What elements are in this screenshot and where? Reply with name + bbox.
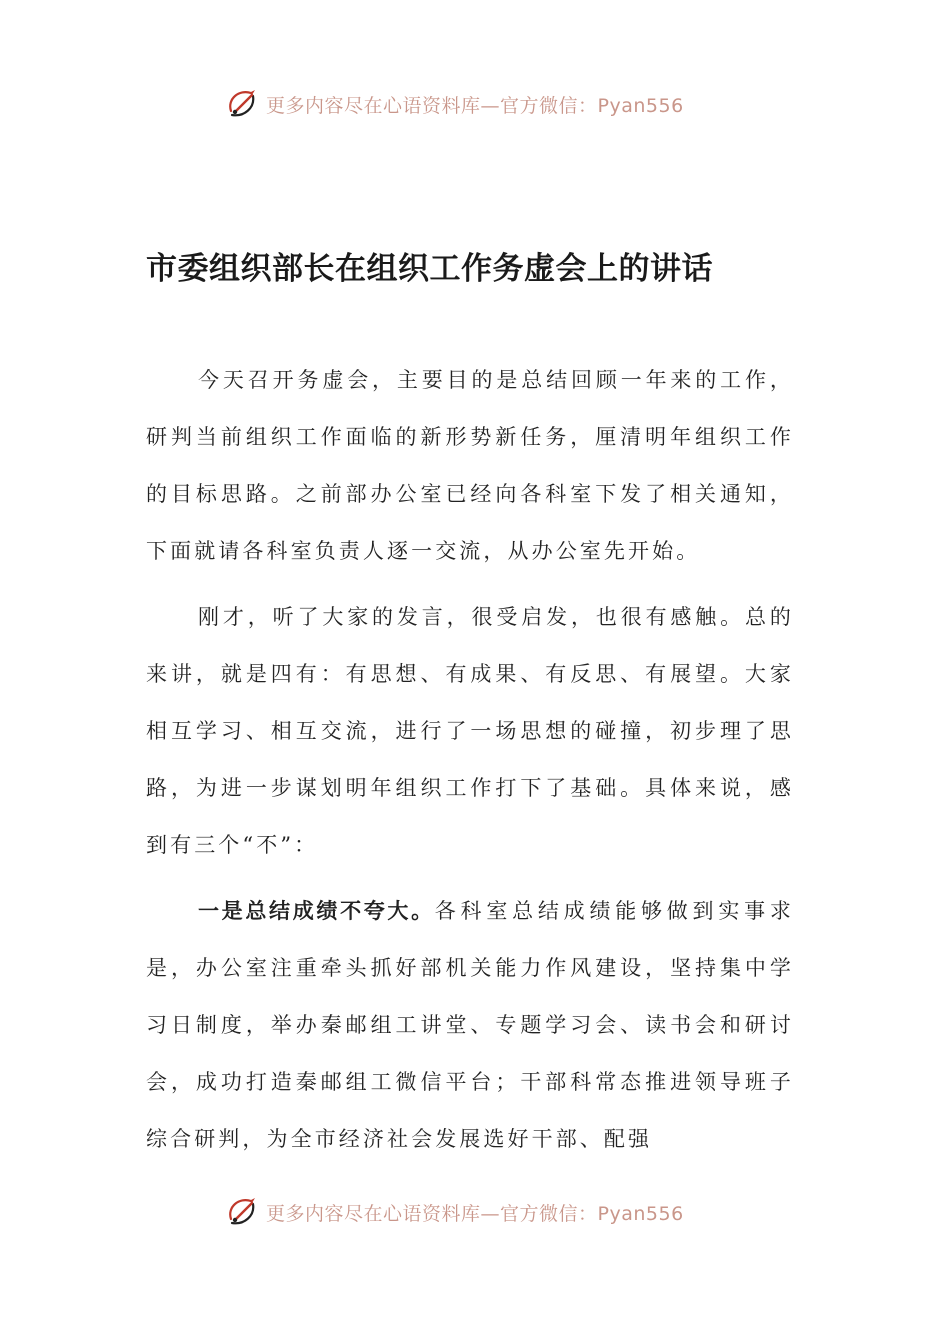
wechat-id: Pyan556 [597, 94, 684, 117]
wechat-id: Pyan556 [597, 1202, 684, 1225]
feather-pen-logo-icon [222, 84, 262, 124]
paragraph-2-text: 刚才，听了大家的发言，很受启发，也很有感触。总的来讲，就是四有：有思想、有成果、有反思、有展望。大家相互学习、相互交流，进行了一场思想的碰撞，初步理了思路，为进一步谋划明年组织工作打下了基础。具体来说，感到有三个“不”： [146, 605, 794, 857]
paragraph-3-text: 各科室总结成绩能够做到实事求是，办公室注重牵头抓好部机关能力作风建设，坚持集中学习日制度，举办秦邮组工讲堂、专题学习会、读书会和研讨会，成功打造秦邮组工微信平台；干部科常态推进领导班子综合研判，为全市经济社会发展选好干部、配强 [146, 899, 794, 1151]
paragraph-3-lead: 一是总结成绩不夸大。 [198, 899, 435, 923]
feather-pen-logo-icon [222, 1192, 262, 1232]
document-title: 市委组织部长在组织工作务虚会上的讲话 [146, 251, 713, 287]
banner-text [266, 91, 684, 118]
paragraph-2 [146, 589, 794, 874]
paragraph-1 [146, 352, 794, 580]
banner-text [266, 1199, 684, 1226]
footer-banner [222, 1192, 742, 1232]
banner-slogan: 更多内容尽在心语资料库—官方微信： [266, 1202, 598, 1225]
header-banner [222, 84, 742, 124]
banner-slogan: 更多内容尽在心语资料库—官方微信： [266, 94, 598, 117]
paragraph-1-text: 今天召开务虚会，主要目的是总结回顾一年来的工作，研判当前组织工作面临的新形势新任务，厘清明年组织工作的目标思路。之前部办公室已经向各科室下发了相关通知，下面就请各科室负责人逐一交流，从办公室先开始。 [146, 368, 794, 563]
paragraph-3 [146, 883, 794, 1168]
document-body [146, 352, 794, 1177]
